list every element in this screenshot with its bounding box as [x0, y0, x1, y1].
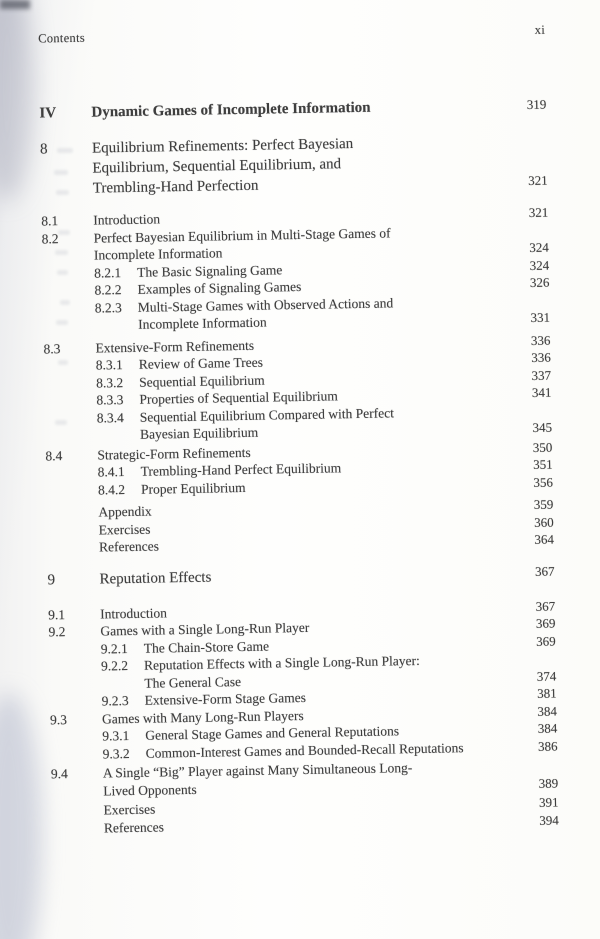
entry-number: 9.4: [50, 766, 68, 782]
entry-body: [98, 503, 152, 521]
title-line: General Stage Games and General Reputations: [145, 723, 400, 743]
entry-number: [44, 392, 96, 410]
running-head: Contents: [38, 30, 86, 46]
title-line: Multi-Stage Games with Observed Actions and: [137, 294, 394, 315]
entry-body: [104, 818, 164, 837]
entry-page-number: 319: [526, 96, 547, 112]
entry-number: 9: [47, 571, 56, 588]
entry-title: [139, 371, 265, 391]
toc-entry: [39, 95, 546, 124]
title-line: Lived Opponents: [103, 781, 197, 798]
title-line: Bayesian Equilibrium: [139, 424, 259, 442]
entry-number: [47, 539, 99, 557]
entry-page-number: 324: [529, 257, 550, 273]
entry-subnumber: 8.2.3: [94, 299, 122, 316]
entry-page-number: 360: [534, 514, 554, 530]
entry-title: [144, 637, 270, 657]
entry-page-number: 321: [528, 204, 549, 220]
entry-page-number: 337: [531, 367, 552, 383]
entry-title: [99, 537, 159, 556]
entry-body: [93, 210, 160, 229]
title-line: Introduction: [93, 211, 161, 228]
entry-number: 8.1: [41, 213, 59, 229]
entry-title: [141, 478, 246, 497]
entry-page-number: 381: [537, 685, 557, 701]
entry-number: IV: [39, 105, 57, 122]
toc-entry: [43, 291, 551, 335]
title-line: Common-Interest Games and Bounded-Recall Reputations: [145, 739, 464, 761]
title-line: Review of Game Trees: [138, 354, 264, 372]
entry-body: [97, 404, 395, 444]
folio-page-number: xi: [534, 22, 546, 37]
title-line: Appendix: [98, 503, 152, 520]
title-line: Sequential Equilibrium: [139, 372, 265, 390]
entry-page-number: 369: [535, 615, 556, 631]
entry-number: 9.3: [49, 711, 68, 727]
entry-title: [99, 567, 211, 589]
entry-number: [50, 693, 102, 711]
toc-entry: [51, 757, 559, 801]
title-line: Sequential Equilibrium Compared with Perfect: [139, 404, 395, 425]
entry-page-number: 386: [537, 738, 558, 754]
title-line: A Single “Big” Player against Many Simultaneous Long-: [102, 760, 413, 781]
title-line: Proper Equilibrium: [140, 479, 246, 497]
entry-page-number: 336: [531, 349, 551, 365]
title-line: Strategic-Form Refinements: [97, 444, 251, 463]
title-line: Perfect Bayesian Equilibrium in Multi-Stage Games of: [93, 224, 391, 246]
entry-number: [46, 504, 98, 522]
entry-number: [43, 299, 96, 335]
entry-body: [93, 224, 391, 264]
entry-number: [44, 374, 96, 392]
entry-page-number: 321: [528, 172, 548, 188]
entry-title: [93, 224, 391, 264]
title-line: References: [98, 538, 160, 555]
entry-body: [95, 294, 394, 334]
entry-number: [52, 819, 104, 837]
entry-subnumber: 9.3.1: [102, 728, 130, 744]
title-line: Games with Many Long-Run Players: [101, 707, 304, 726]
entry-number: [51, 801, 103, 819]
title-line: Games with a Single Long-Run Player: [100, 619, 310, 639]
title-line: The General Case: [144, 673, 242, 691]
title-line: Dynamic Games of Incomplete Information: [91, 99, 371, 121]
title-line: The Basic Signaling Game: [137, 261, 283, 280]
entry-body: [98, 478, 246, 498]
title-line: Incomplete Information: [93, 245, 223, 263]
entry-subnumber: 8.3.1: [95, 357, 123, 373]
toc-entry: [47, 561, 554, 590]
entry-title: [100, 619, 309, 640]
entry-page-number: 324: [529, 239, 549, 255]
entry-page-number: 364: [534, 531, 555, 547]
entry-page-number: 356: [533, 474, 554, 490]
entry-page-number: 336: [530, 332, 551, 348]
title-line: References: [103, 818, 164, 835]
entry-number: [46, 464, 98, 482]
toc-entry: [40, 131, 548, 200]
title-line: Properties of Sequential Equilibrium: [139, 388, 338, 407]
entry-body: [99, 537, 159, 556]
entry-title: [98, 503, 152, 521]
page-header: [38, 22, 545, 47]
entry-subnumber: 8.4.1: [97, 464, 125, 480]
entry-page-number: 391: [538, 794, 559, 810]
entry-body: [100, 604, 167, 623]
entry-page-number: 341: [531, 384, 552, 400]
entry-subnumber: 8.2.2: [94, 282, 122, 298]
title-line: Reputation Effects: [99, 569, 212, 588]
entry-number: [49, 640, 101, 658]
entry-page-number: 351: [533, 456, 553, 472]
entry-subnumber: 8.2.1: [94, 264, 122, 281]
entry-subnumber: 9.3.2: [102, 745, 130, 761]
title-line: Trembling-Hand Perfect Equilibrium: [140, 460, 342, 479]
entry-page-number: 345: [532, 419, 553, 435]
toc-entry: [45, 401, 553, 445]
entry-page-number: 367: [534, 563, 555, 579]
entry-title: [91, 98, 370, 123]
title-line: Reputation Effects with a Single Long-Run Player:: [143, 652, 420, 673]
title-line: Extensive-Form Stage Games: [144, 689, 307, 708]
entry-body: [103, 801, 155, 819]
entry-page-number: 350: [532, 439, 553, 455]
entry-title: [93, 210, 160, 229]
entry-page-number: 384: [537, 720, 558, 736]
entry-title: [144, 652, 420, 692]
title-line: Incomplete Information: [137, 314, 267, 332]
toc-list: [39, 95, 559, 838]
title-line: Introduction: [100, 604, 168, 622]
entry-title: [104, 818, 164, 837]
entry-title: [138, 294, 394, 333]
entry-title: [103, 759, 413, 799]
entry-number: [50, 727, 102, 745]
title-line: Examples of Signaling Games: [137, 278, 302, 297]
entry-page-number: 367: [535, 598, 556, 614]
entry-title: [103, 801, 155, 819]
entry-page-number: 326: [529, 274, 550, 290]
title-line: Equilibrium, Sequential Equilibrium, and: [92, 156, 342, 177]
title-line: Exercises: [98, 521, 151, 538]
entry-subnumber: 8.4.2: [97, 481, 126, 498]
entry-number: [45, 409, 98, 445]
entry-body: [100, 619, 309, 640]
entry-body: [99, 520, 151, 538]
entry-number: 8.2: [41, 230, 59, 246]
entry-subnumber: 9.2.2: [100, 658, 129, 674]
title-line: Exercises: [103, 801, 156, 818]
entry-page-number: 394: [539, 812, 559, 828]
title-line: The Chain-Store Game: [143, 638, 270, 656]
entry-subnumber: 8.3.2: [96, 374, 124, 391]
entry-body: [91, 98, 370, 123]
entry-number: [44, 357, 96, 375]
entry-subnumber: 8.3.4: [96, 409, 124, 426]
entry-page-number: 384: [537, 703, 558, 719]
entry-body: [101, 652, 420, 693]
title-line: Extensive-Form Refinements: [95, 337, 255, 356]
entry-page-number: 389: [538, 775, 559, 791]
entry-title: [92, 134, 354, 199]
entry-number: 9.1: [48, 606, 66, 622]
entry-number: [42, 282, 94, 300]
entry-subnumber: 9.2.3: [101, 693, 129, 709]
entry-subnumber: 8.3.3: [96, 392, 124, 408]
entry-page-number: 369: [536, 633, 556, 649]
entry-body: [92, 134, 354, 199]
entry-number: 8.3: [43, 340, 61, 356]
entry-title: [99, 520, 151, 538]
entry-number: [47, 521, 99, 539]
entry-number: 8: [39, 141, 48, 158]
entry-number: 8.4: [45, 447, 63, 463]
entry-number: [42, 264, 94, 282]
entry-body: [99, 567, 211, 589]
entry-page-number: 331: [530, 309, 551, 325]
entry-page-number: 374: [536, 668, 557, 684]
entry-subnumber: 9.2.1: [100, 640, 128, 657]
entry-title: [139, 354, 263, 374]
entry-number: [50, 745, 102, 763]
entry-title: [100, 604, 167, 623]
entry-body: [103, 759, 413, 799]
entry-title: [141, 459, 342, 480]
entry-number: [46, 481, 98, 499]
entry-title: [140, 404, 395, 443]
entry-page-number: 359: [533, 496, 554, 512]
title-line: Trembling-Hand Perfection: [92, 177, 259, 197]
entry-number: 9.2: [48, 624, 66, 640]
title-line: Equilibrium Refinements: Perfect Bayesian: [91, 136, 354, 157]
entry-number: [49, 658, 102, 694]
